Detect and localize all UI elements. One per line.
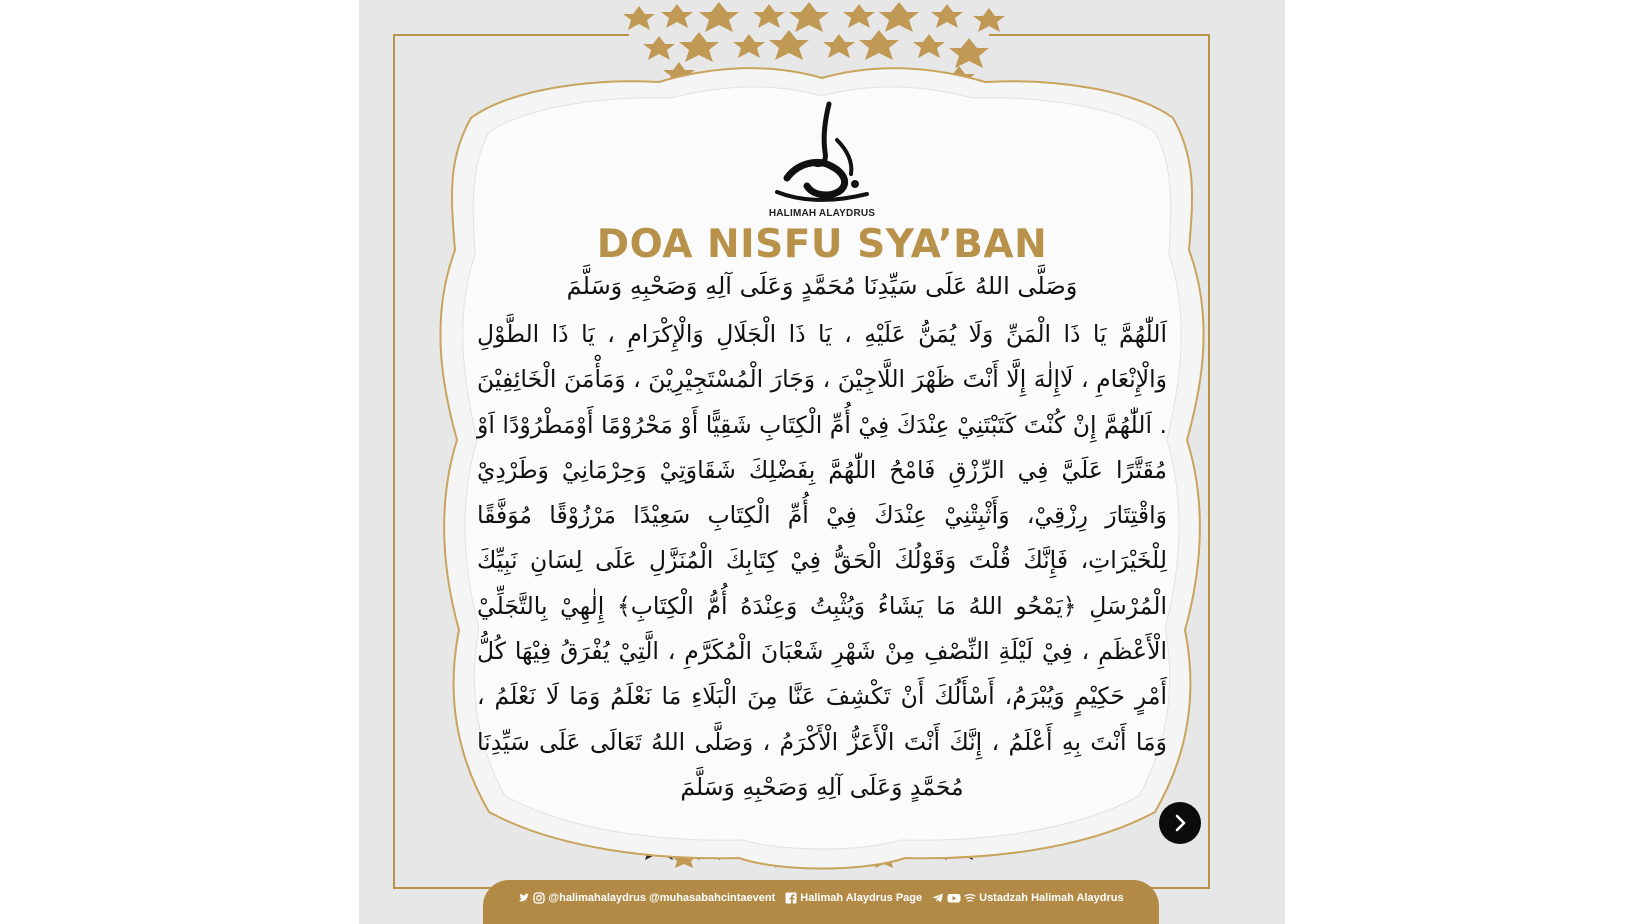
telegram-icon <box>932 892 944 904</box>
instagram-icon <box>533 892 545 904</box>
logo-caption: HALIMAH ALAYDRUS <box>768 208 876 219</box>
social-footer <box>483 880 1159 924</box>
facebook-page-text[interactable]: Halimah Alaydrus Page <box>800 892 923 904</box>
next-button[interactable] <box>1159 802 1201 844</box>
facebook-link <box>785 892 922 904</box>
chevron-right-icon <box>1170 813 1190 833</box>
doa-text: اَللّٰهُمَّ يَا ذَا الْمَنِّ وَلَا يُمَنُّ عَلَيْهِ ، يَا ذَا الْجَلَالِ وَالْإِكْرَامِ ، يَا ذَا الطَّوْلِ وَالْإِنْعَامِ ، لَاإِلٰهَ إِلَّا أَنْتَ ظَهْرَ اللَّاجِيْنَ ، وَجَارَ الْمُسْتَجِيْرِيْنَ ، وَمَأْمَنَ الْخَائِفِيْنَ . اَللّٰهُمَّ إِنْ كُنْتَ كَتَبْتَنِيْ عِنْدَكَ فِيْ أُمِّ الْكِتَابِ شَقِيًّا أَوْ مَحْرُوْمًا أَوْمَطْرُوْدًا اَوْ مُقَتَّرًا عَلَيَّ فِي الرِّزْقِ فَامْحُ اللّٰهُمَّ بِفَضْلِكَ شَقَاوَتِيْ وَحِرْمَانِيْ وَطَرْدِيْ وَاقْتِتَارَ رِزْقِيْ، وَأَثْبِتْنِيْ عِنْدَكَ فِيْ أُمِّ الْكِتَابِ سَعِيْدًا مَرْزُوْقًا مُوَفَّقًا لِلْخَيْرَاتِ، فَإِنَّكَ قُلْتَ وَقَوْلُكَ الْحَقُّ فِيْ كِتَابِكَ الْمُنَزَّلِ عَلَى لِسَانِ نَبِيِّكَ الْمُرْسَلِ ﴿يَمْحُو اللهُ مَا يَشَاءُ وَيُثْبِتُ وَعِنْدَهُ أُمُّ الْكِتَابِ﴾ إِلٰهِيْ بِالتَّجَلِّيْ الْأَعْظَمِ ، فِيْ لَيْلَةِ النِّصْفِ مِنْ شَهْرِ شَعْبَانَ الْمُكَرَّمِ ، الَّتِيْ يُفْرَقُ فِيْهَا كُلُّ أَمْرٍ حَكِيْمٍ وَيُبْرَمُ، أَسْأَلُكَ أَنْ تَكْشِفَ عَنَّا مِنَ الْبَلَاءِ مَا نَعْلَمُ وَمَا لَا نَعْلَمُ ، وَمَا أَنْتَ بِهِ أَعْلَمُ ، إِنَّكَ أَنْتَ الْأَعَزُّ الْأَكْرَمُ ، وَصَلَّى اللهُ تَعَالَى عَلَى سَيِّدِنَا مُحَمَّدٍ وَعَلَى آلِهِ وَصَحْبِهِ وَسَلَّمَ <box>477 320 1167 801</box>
calligraphy-logo-icon <box>767 100 877 212</box>
opening-salawat: وَصَلَّى اللهُ عَلَى سَيِّدِنَا مُحَمَّدٍ وَعَلَى آلِهِ وَصَحْبِهِ وَسَلَّمَ <box>566 272 1078 300</box>
youtube-icon <box>947 892 961 904</box>
brand-logo <box>359 100 1285 219</box>
podcast-icon <box>964 892 976 904</box>
doa-poster <box>359 0 1285 924</box>
channel-name-text[interactable]: Ustadzah Halimah Alaydrus <box>979 892 1124 904</box>
channel-link <box>932 892 1123 904</box>
page-title: DOA NISFU SYA’BAN <box>596 222 1048 267</box>
twitter-icon <box>518 892 530 904</box>
facebook-icon <box>785 892 797 904</box>
instagram-handles <box>518 892 775 904</box>
instagram-handles-text[interactable]: @halimahalaydrus @muhasabahcintaevent <box>548 892 776 904</box>
